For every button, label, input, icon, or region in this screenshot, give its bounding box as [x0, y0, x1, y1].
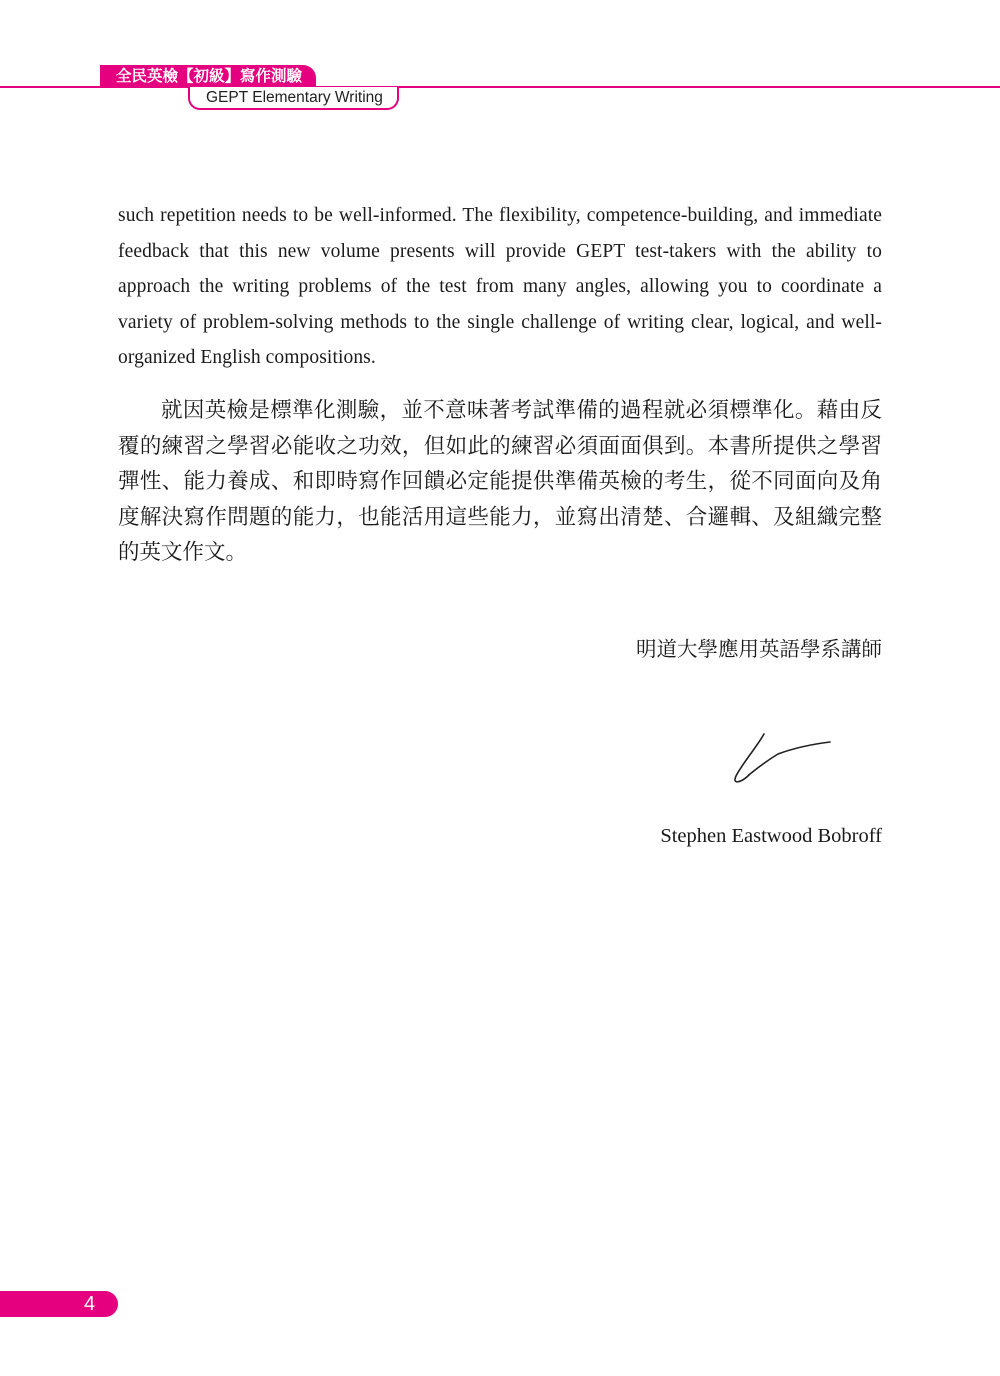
signature-icon: [720, 720, 850, 790]
paragraph-english: such repetition needs to be well-informed. The flexibility, competence-building, and immediate feedback that this new volume presents will provide GEPT test-takers with the ability to approach the writing problems of the test from many angles, allowing you to coordinate a variety of problem-solving methods to the single challenge of writing clear, logical, and well-organized English compositions.: [118, 205, 882, 368]
paragraph-chinese: 就因英檢是標準化測驗，並不意味著考試準備的過程就必須標準化。藉由反覆的練習之學習必能收之功效，但如此的練習必須面面俱到。本書所提供之學習彈性、能力養成、和即時寫作回饋必定能提供準備英檢的考生，從不同面向及角度解決寫作問題的能力，也能活用這些能力，並寫出清楚、合邏輯、及組織完整的英文作文。: [118, 398, 882, 565]
header-title-cn: 全民英檢【初級】寫作測驗: [100, 65, 316, 87]
page-number-tab: [0, 1291, 118, 1317]
author-name: Stephen Eastwood Bobroff: [660, 825, 882, 847]
page-number: 4: [84, 1293, 96, 1315]
header-title-en: GEPT Elementary Writing: [188, 87, 399, 110]
author-affiliation: 明道大學應用英語學系講師: [636, 637, 882, 661]
